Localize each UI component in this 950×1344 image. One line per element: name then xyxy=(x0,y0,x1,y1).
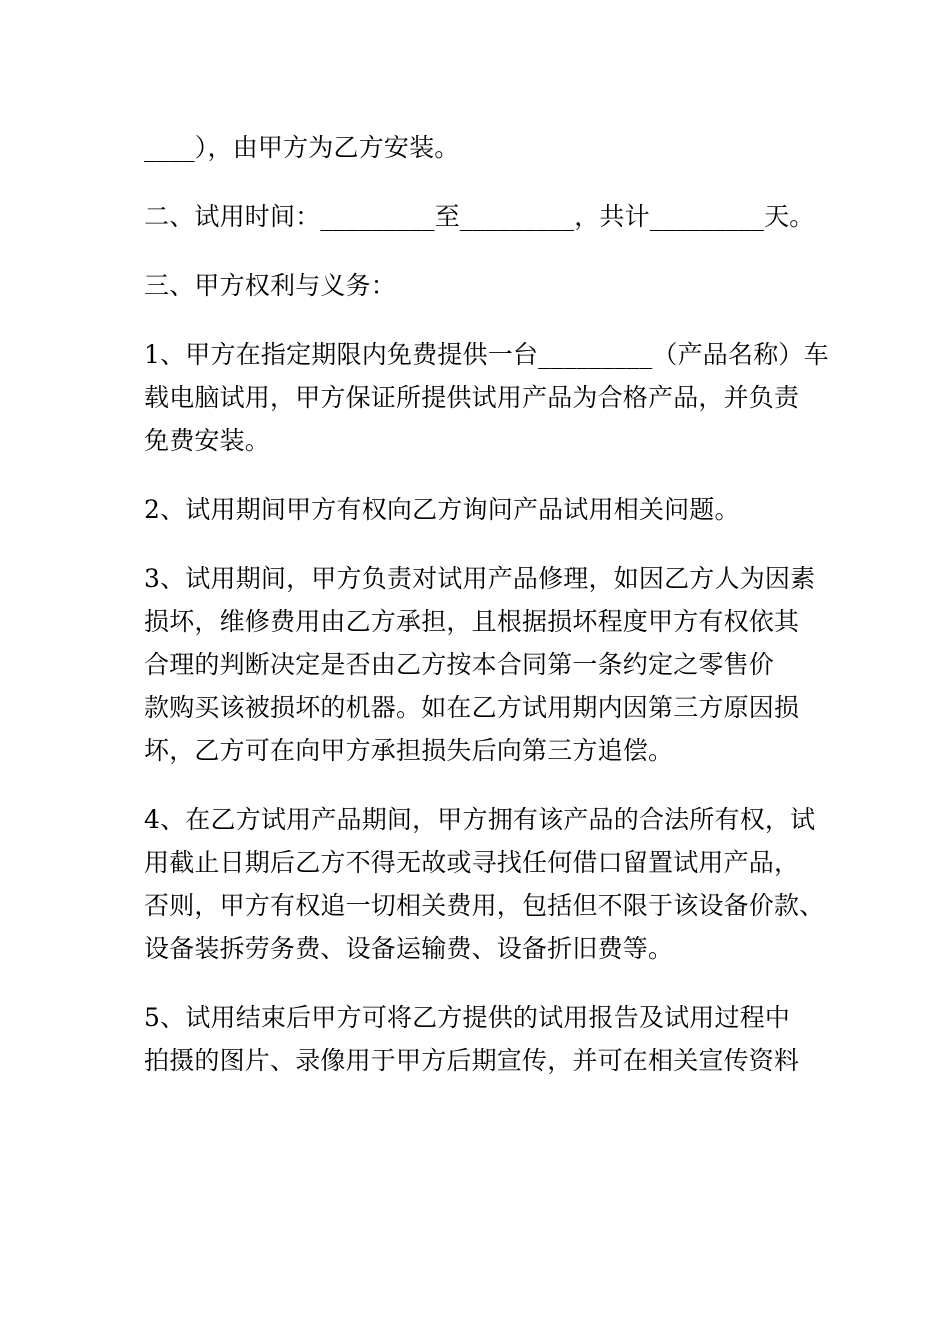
paragraph-trial-period xyxy=(144,195,815,238)
document-body xyxy=(144,126,829,1108)
text-line: ____），由甲方为乙方安装。 xyxy=(144,133,460,162)
text-line: 载电脑试用，甲方保证所提供试用产品为合格产品，并负责 xyxy=(144,383,800,412)
text-line: 设备装拆劳务费、设备运输费、设备折旧费等。 xyxy=(144,934,674,963)
text-line: 款购买该被损坏的机器。如在乙方试用期内因第三方原因损 xyxy=(144,693,800,722)
clause-4 xyxy=(144,798,825,970)
text-line: 3、试用期间，甲方负责对试用产品修理，如因乙方人为因素 xyxy=(144,564,816,593)
text-line: 5、试用结束后甲方可将乙方提供的试用报告及试用过程中 xyxy=(144,1003,791,1032)
text-line: 4、在乙方试用产品期间，甲方拥有该产品的合法所有权，试 xyxy=(144,805,816,834)
text-line: 否则，甲方有权追一切相关费用，包括但不限于该设备价款、 xyxy=(144,891,825,920)
text-line: 合理的判断决定是否由乙方按本合同第一条约定之零售价 xyxy=(144,650,775,679)
text-line: 拍摄的图片、录像用于甲方后期宣传，并可在相关宣传资料 xyxy=(144,1046,800,1075)
heading-party-a-rights xyxy=(144,264,812,307)
text-line: 2、试用期间甲方有权向乙方询问产品试用相关问题。 xyxy=(144,495,740,524)
clause-5 xyxy=(144,996,812,1082)
text-line: 二、试用时间：_________至_________，共计_________天。 xyxy=(144,202,815,231)
clause-3 xyxy=(144,557,816,772)
paragraph-installation xyxy=(144,126,812,169)
clause-1 xyxy=(144,333,829,462)
section-heading: 三、甲方权利与义务： xyxy=(144,271,397,300)
text-line: 免费安装。 xyxy=(144,426,271,455)
text-line: 损坏，维修费用由乙方承担，且根据损坏程度甲方有权依其 xyxy=(144,607,800,636)
text-line: 用截止日期后乙方不得无故或寻找任何借口留置试用产品， xyxy=(144,848,800,877)
text-line: 坏，乙方可在向甲方承担损失后向第三方追偿。 xyxy=(144,736,674,765)
text-line: 1、甲方在指定期限内免费提供一台_________（产品名称）车 xyxy=(144,340,829,369)
clause-2 xyxy=(144,488,812,531)
